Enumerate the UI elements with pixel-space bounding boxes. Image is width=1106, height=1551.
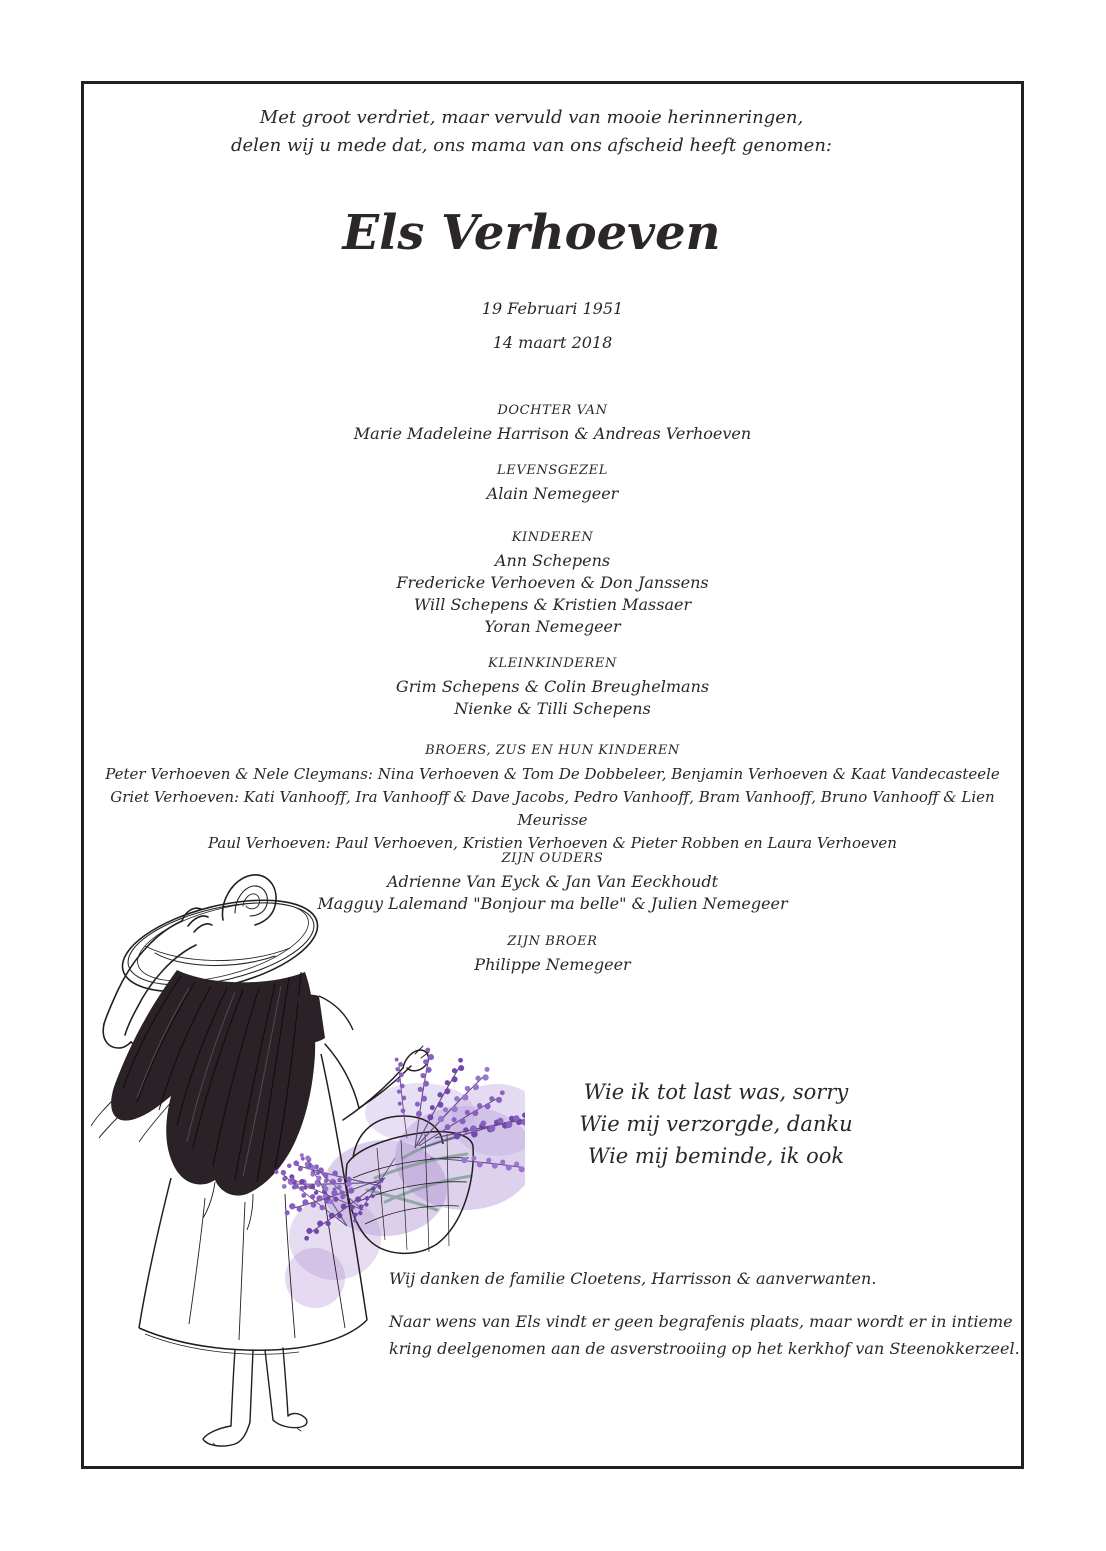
family-line: Adrienne Van Eyck & Jan Van Eeckhoudt bbox=[386, 872, 719, 891]
family-line: Philippe Nemegeer bbox=[474, 955, 631, 974]
section-heading: KLEINKINDEREN bbox=[488, 656, 617, 671]
family-line: Grim Schepens & Colin Breughelmans bbox=[395, 677, 710, 696]
family-line: Marie Madeleine Harrison & Andreas Verhoeven bbox=[353, 424, 752, 443]
intro-text bbox=[60, 104, 1003, 160]
family-line: Alain Nemegeer bbox=[486, 484, 619, 503]
section-zijn-broer bbox=[81, 933, 1024, 976]
intro-line-1: Met groot verdriet, maar vervuld van mooie herinneringen, bbox=[259, 107, 804, 128]
section-heading: ZIJN BROER bbox=[507, 934, 598, 949]
poem bbox=[481, 1076, 951, 1172]
funeral-note: Naar wens van Els vindt er geen begrafenis plaats, maar wordt er in intieme kring deelgenomen aan de asverstrooiing op het kerkhof van Steenokkerzeel. bbox=[389, 1312, 1020, 1358]
section-broers-zus bbox=[81, 742, 1024, 855]
section-heading: ZIJN OUDERS bbox=[501, 851, 604, 866]
hair-sketch bbox=[91, 970, 315, 1230]
family-line: Peter Verhoeven & Nele Cleymans: Nina Verhoeven & Tom De Dobbeleer, Benjamin Verhoeven & Kaat Vandecasteele bbox=[105, 765, 1000, 783]
family-line: Nienke & Tilli Schepens bbox=[454, 699, 651, 718]
section-levensgezel bbox=[81, 462, 1024, 505]
section-heading: BROERS, ZUS EN HUN KINDEREN bbox=[425, 743, 680, 758]
life-dates bbox=[81, 292, 1024, 360]
family-line: Ann Schepens bbox=[494, 551, 611, 570]
family-line: Griet Verhoeven: Kati Vanhooff, Ira Vanhooff & Dave Jacobs, Pedro Vanhooff, Bram Vanhooff, Bruno Vanhooff & Lien Meurisse bbox=[110, 788, 995, 829]
section-kinderen bbox=[81, 529, 1024, 638]
section-dochter-van bbox=[81, 402, 1024, 445]
section-heading: LEVENSGEZEL bbox=[497, 463, 608, 478]
poem-line-3: Wie mij beminde, ik ook bbox=[587, 1144, 845, 1168]
family-line: Magguy Lalemand "Bonjour ma belle" & Julien Nemegeer bbox=[317, 894, 788, 913]
section-zijn-ouders bbox=[81, 850, 1024, 915]
poem-line-2: Wie mij verzorgde, danku bbox=[579, 1112, 853, 1136]
section-heading: DOCHTER VAN bbox=[497, 403, 608, 418]
legs-sketch bbox=[203, 1348, 307, 1446]
intro-line-2: delen wij u mede dat, ons mama van ons afscheid heeft genomen: bbox=[231, 135, 832, 156]
family-line: Fredericke Verhoeven & Don Janssens bbox=[396, 573, 709, 592]
deceased-name: Els Verhoeven bbox=[342, 205, 721, 261]
family-line: Paul Verhoeven: Paul Verhoeven, Kristien Verhoeven & Pieter Robben en Laura Verhoeven bbox=[208, 834, 897, 852]
family-line: Will Schepens & Kristien Massaer bbox=[413, 595, 692, 614]
family-line: Yoran Nemegeer bbox=[484, 617, 621, 636]
birth-date: 19 Februari 1951 bbox=[481, 299, 624, 318]
thanks-note: Wij danken de familie Cloetens, Harrisson & aanverwanten. bbox=[389, 1269, 877, 1288]
death-date: 14 maart 2018 bbox=[492, 333, 613, 352]
section-kleinkinderen bbox=[81, 655, 1024, 720]
poem-line-1: Wie ik tot last was, sorry bbox=[583, 1080, 849, 1104]
section-heading: KINDEREN bbox=[511, 530, 594, 545]
